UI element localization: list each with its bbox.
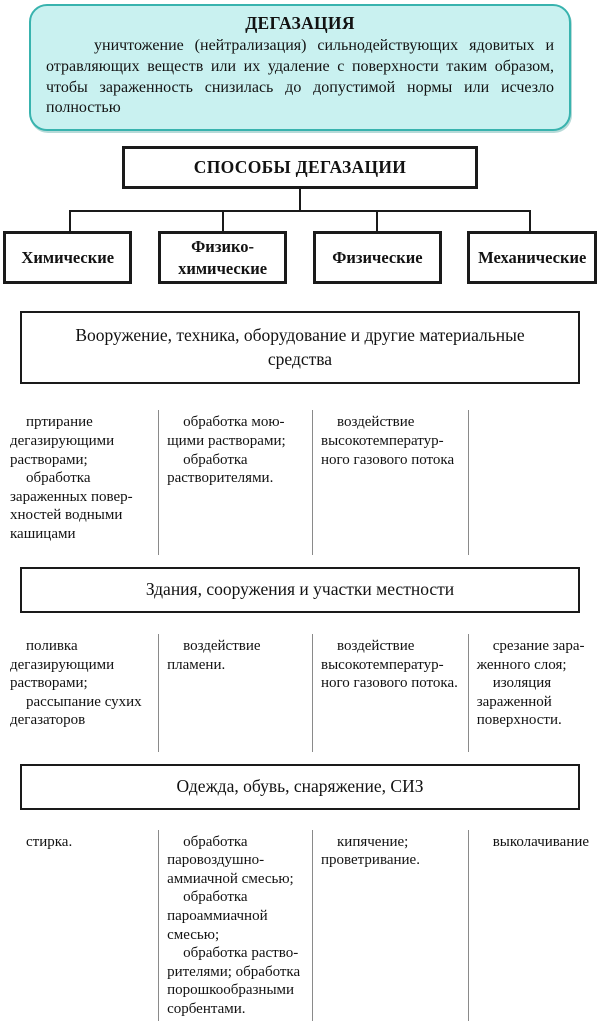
column-mechanical [469,410,596,555]
column-chemical [4,634,159,752]
connector-stub-line [299,189,301,211]
connector-horizontal-line [70,210,530,212]
column-item: обработка паровоздушно-аммиачной смесью; [167,833,294,887]
section-header: Одежда, обувь, снаряжение, СИЗ [20,764,580,810]
section-header: Здания, сооружения и участки местности [20,567,580,613]
root-method-box: СПОСОБЫ ДЕГАЗАЦИИ [122,146,478,189]
connector-drop-line [376,210,378,231]
connector [3,189,597,231]
column-physico-chemical [159,410,313,555]
column-physical [313,634,469,752]
column-item: воздействие высокотемпературного газового потока [321,414,455,468]
section-armament-equipment [0,311,600,555]
definition-title: ДЕГАЗАЦИЯ [245,13,355,33]
method-box-mechanical: Механические [467,231,596,284]
method-box-physical: Физические [313,231,442,284]
methods-row [3,231,597,284]
section-columns [4,410,596,555]
section-clothing-ppe [0,764,600,1021]
column-item: стирка. [26,833,73,850]
column-physical [313,830,469,1021]
column-item: изоляция зараженной поверхности. [476,675,562,729]
column-item: обработка растворителями. [167,451,274,487]
column-physico-chemical [159,634,313,752]
column-chemical [4,830,159,1021]
connector-drop-line [222,210,224,231]
column-item: обработка моющими растворами; [167,414,286,450]
column-item: воздействие высокотемпературного газового потока. [321,638,458,692]
section-header: Вооружение, техника, оборудование и другие материальные средства [20,311,580,384]
column-item: срезание зараженного слоя; [476,638,585,673]
column-mechanical [469,634,596,752]
column-chemical [4,410,159,555]
definition-text: уничтожение (нейтрализация) сильнодействующих ядовитых и отравляющих веществ или их удаление с поверхности таким образом, чтобы зараженность снизилась до допустимой нормы или исчезло полностью [46,37,554,117]
column-physical [313,410,469,555]
connector-drop-line [529,210,531,231]
column-mechanical [469,830,596,1021]
column-item: воздействие пламени. [167,638,261,673]
column-item: обработка пароаммиачной смесью; [167,889,268,943]
column-item: обработка растворителями; обработка порошкообразными сорбентами. [167,945,301,1018]
column-item: кипячение; проветривание. [321,833,420,869]
method-box-physico-chemical: Физико-химические [158,231,287,284]
column-item: пртирание дегазирующими растворами; [10,414,115,468]
connector-drop-line [69,210,71,231]
column-item: рассыпание сухих дегазаторов [10,693,142,729]
column-item: обработка зараженных поверхностей водными кашицами [10,470,133,542]
column-physico-chemical [159,830,313,1021]
column-item: выколачивание [492,833,590,850]
definition-box [29,4,571,131]
section-buildings-terrain [0,567,600,752]
method-box-chemical: Химические [3,231,132,284]
section-columns [4,634,596,752]
column-item: поливка дегазирующими растворами; [10,638,115,692]
section-columns [4,830,596,1021]
